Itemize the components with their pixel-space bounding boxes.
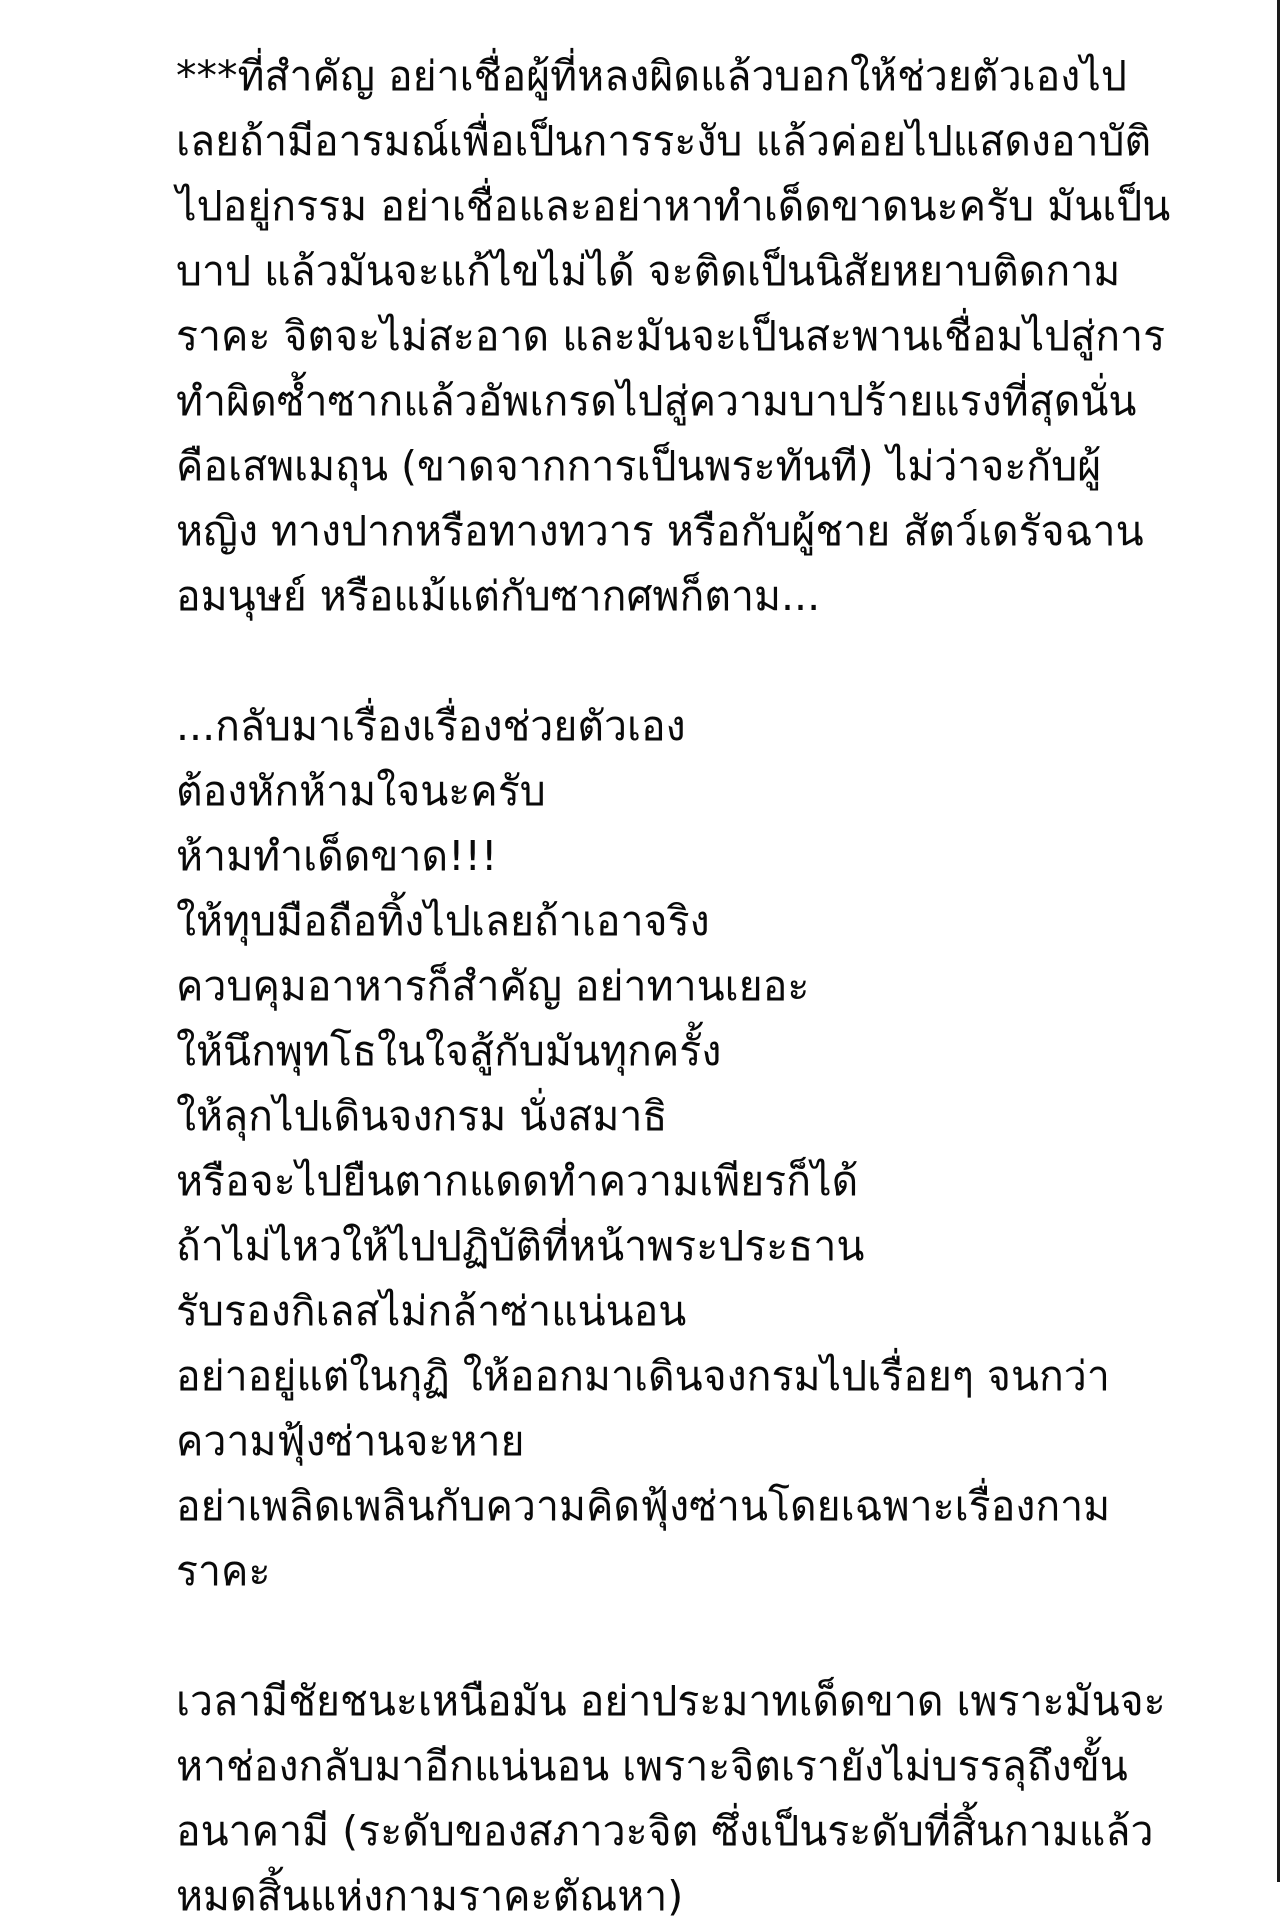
text-line: อย่าอยู่แต่ในกุฏิ ให้ออกมาเดินจงกรมไปเรื่อยๆ จนกว่า (176, 1352, 1110, 1400)
text-line: ให้ลุกไปเดินจงกรม นั่งสมาธิ (176, 1092, 668, 1140)
text-line: บาป แล้วมันจะแก้ไขไม่ได้ จะติดเป็นนิสัยหยาบติดกาม (176, 247, 1121, 295)
text-line: ให้ทุบมือถือทิ้งไปเลยถ้าเอาจริง (176, 897, 710, 945)
text-line: หญิง ทางปากหรือทางทวาร หรือกับผู้ชาย สัตว์เดรัจฉาน (176, 507, 1144, 555)
text-line: คือเสพเมถุน (ขาดจากการเป็นพระทันที) ไม่ว่าจะกับผู้ (176, 442, 1102, 490)
paragraph-gap (176, 629, 1216, 694)
paragraph-2 (176, 694, 1216, 1604)
text-line: ควบคุมอาหารก็สำคัญ อย่าทานเยอะ (176, 962, 810, 1010)
text-line: อมนุษย์ หรือแม้แต่กับซากศพก็ตาม... (176, 572, 821, 620)
paragraph-gap (176, 1604, 1216, 1669)
text-line: ความฟุ้งซ่านจะหาย (176, 1417, 525, 1465)
text-line: ...กลับมาเรื่องเรื่องช่วยตัวเอง (176, 702, 686, 750)
text-line: ราคะ (176, 1547, 271, 1595)
text-line: อนาคามี (ระดับของสภาวะจิต ซึ่งเป็นระดับที่สิ้นกามแล้ว (176, 1807, 1154, 1855)
text-line: หรือจะไปยืนตากแดดทำความเพียรก็ได้ (176, 1157, 859, 1205)
text-line: เวลามีชัยชนะเหนือมัน อย่าประมาทเด็ดขาด เพราะมันจะ (176, 1677, 1166, 1725)
text-line: รับรองกิเลสไม่กล้าซ่าแน่นอน (176, 1287, 687, 1335)
text-line: อย่าเพลิดเพลินกับความคิดฟุ้งซ่านโดยเฉพาะเรื่องกาม (176, 1482, 1111, 1530)
text-line: ราคะ จิตจะไม่สะอาด และมันจะเป็นสะพานเชื่อมไปสู่การ (176, 312, 1166, 360)
text-line: ถ้าไม่ไหวให้ไปปฏิบัติที่หน้าพระประธาน (176, 1222, 865, 1270)
text-line: ไปอยู่กรรม อย่าเชื่อและอย่าหาทำเด็ดขาดนะครับ มันเป็น (176, 182, 1171, 230)
text-line: หมดสิ้นแห่งกามราคะตัณหา) (176, 1872, 684, 1920)
text-line: หาช่องกลับมาอีกแน่นอน เพราะจิตเรายังไม่บรรลุถึงขั้น (176, 1742, 1128, 1790)
document-body (176, 44, 1216, 1929)
text-line: ทำผิดซ้ำซากแล้วอัพเกรดไปสู่ความบาปร้ายแรงที่สุดนั่น (176, 377, 1137, 425)
paragraph-3 (176, 1669, 1216, 1929)
text-line: ให้นึกพุทโธในใจสู้กับมันทุกครั้ง (176, 1027, 722, 1075)
text-line: ห้ามทำเด็ดขาด!!! (176, 832, 498, 880)
paragraph-1 (176, 44, 1216, 629)
text-line: ***ที่สำคัญ อย่าเชื่อผู้ที่หลงผิดแล้วบอกให้ช่วยตัวเองไป (176, 52, 1127, 100)
text-line: เลยถ้ามีอารมณ์เพื่อเป็นการระงับ แล้วค่อยไปแสดงอาบัติ (176, 117, 1152, 165)
text-line: ต้องหักห้ามใจนะครับ (176, 767, 546, 815)
